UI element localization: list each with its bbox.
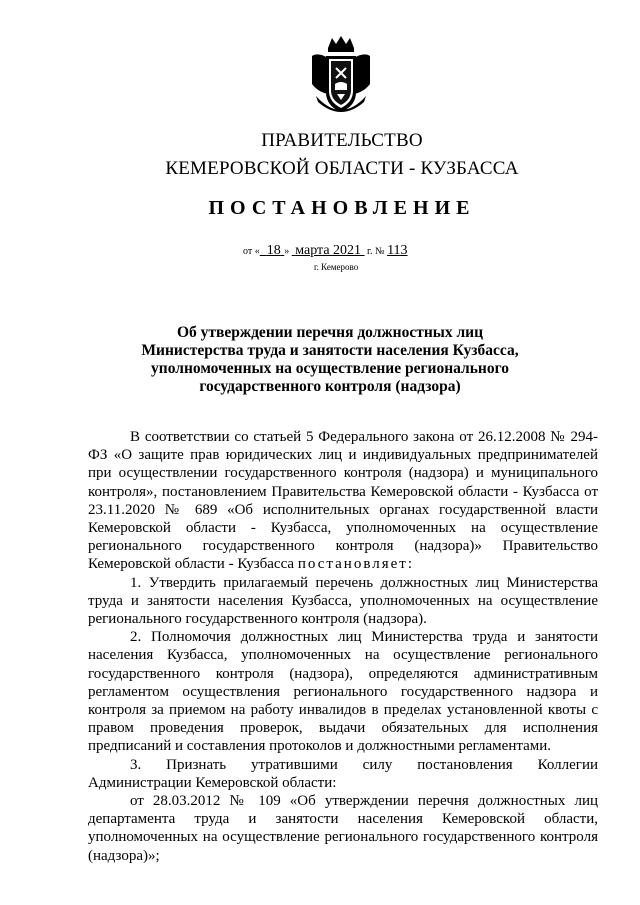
coat-of-arms-emblem bbox=[308, 34, 374, 120]
date-month-year: марта 2021 bbox=[295, 243, 362, 258]
resolution-body bbox=[88, 428, 598, 865]
title-line-1: Об утверждении перечня должностных лиц bbox=[176, 324, 484, 341]
title-line-4: государственного контроля (надзора) bbox=[199, 378, 461, 395]
date-quote-close: » bbox=[284, 246, 290, 257]
document-city: г. Кемерово bbox=[314, 262, 359, 272]
body-verb-postanovlyaet: постановляет bbox=[297, 556, 408, 573]
doc-number: 113 bbox=[387, 243, 408, 258]
body-paragraph-preamble: В соответствии со статьей 5 Федерального закона от 26.12.2008 № 294-ФЗ «О защите прав юридических лиц и индивидуальных предпринимателей при осуществлении государственного контроля (надзора) и муниципального контроля», постановлением Правительства Кемеровской области - Кузбасса от 23.11.2020 № 689 «Об исполнительных органах государственной власти Кемеровской области - Кузбасса, уполномоченных на осуществление регионального государственного контроля (надзора)» Правительство Кемеровской области - Кузбасса постановляет: bbox=[88, 429, 598, 573]
body-paragraph-item-3: 3. Признать утратившими силу постановления Коллегии Администрации Кемеровской области: bbox=[88, 756, 598, 791]
doc-number-label: № bbox=[375, 246, 385, 257]
date-day: 18 bbox=[266, 243, 281, 258]
body-paragraph-item-1: 1. Утвердить прилагаемый перечень должностных лиц Министерства труда и занятости населения Кузбасса, уполномоченных на осуществление регионального государственного контроля (надзора). bbox=[88, 574, 598, 628]
title-line-2: Министерства труда и занятости населения Кузбасса, bbox=[141, 342, 519, 359]
government-name-line-2: КЕМЕРОВСКОЙ ОБЛАСТИ - КУЗБАССА bbox=[165, 158, 519, 179]
body-paragraph-item-2: 2. Полномочия должностных лиц Министерства труда и занятости населения Кузбасса, уполномоченных на осуществление регионального государственного контроля (надзора), определяются административным регламентом осуществления регионального государственного надзора и контроля за приемом на работу инвалидов в пределах установленной квоты с правом проведения проверок, выдачи обязательных для исполнения предписаний и составления протоколов и должностными регламентами. bbox=[88, 629, 598, 755]
government-name-line-1: ПРАВИТЕЛЬСТВО bbox=[261, 130, 423, 151]
title-line-3: уполномоченных на осуществление регионального bbox=[151, 360, 509, 377]
document-type-title: ПОСТАНОВЛЕНИЕ bbox=[208, 197, 476, 219]
document-dateline bbox=[243, 243, 408, 259]
date-year-suffix: г. bbox=[367, 246, 373, 257]
date-from-label: от « bbox=[243, 246, 260, 257]
body-paragraph-item-3-sub: от 28.03.2012 № 109 «Об утверждении перечня должностных лиц департамента труда и занятости населения Кемеровской области, уполномоченных на осуществление регионального государственного контроля (надзора)»; bbox=[88, 793, 598, 864]
resolution-title bbox=[100, 324, 560, 396]
